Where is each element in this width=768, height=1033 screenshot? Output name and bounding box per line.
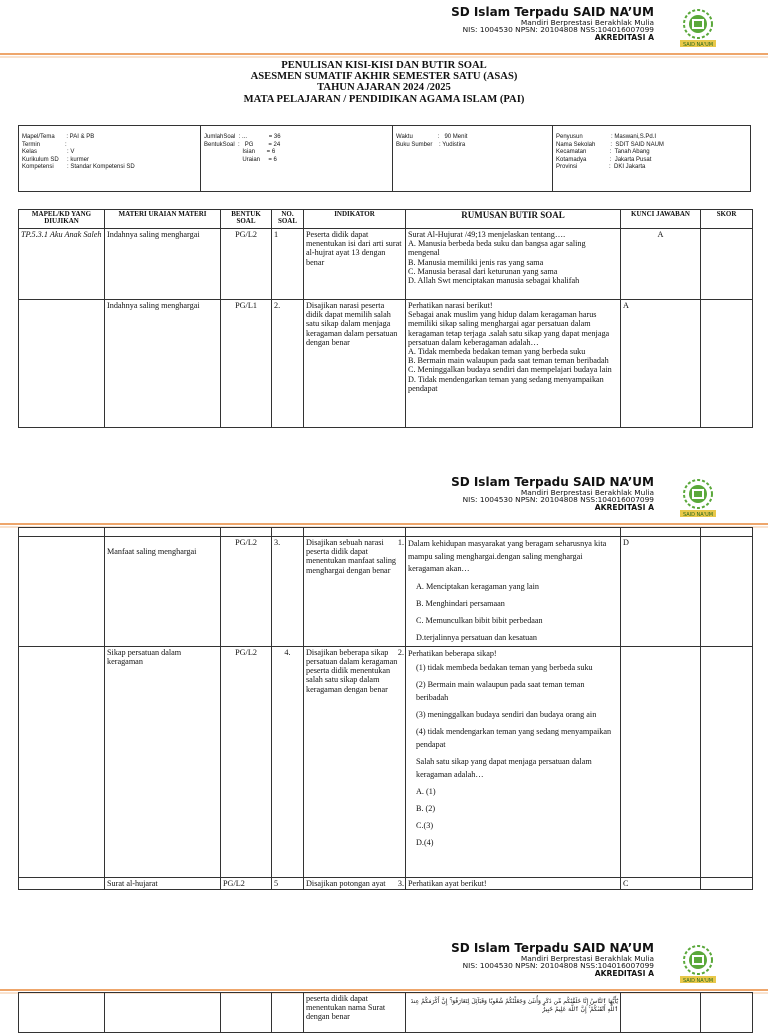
kisi-table-page2 bbox=[18, 527, 753, 890]
no-cell: 2. bbox=[272, 300, 304, 428]
info-subject: Mapel/Tema : PAI & PB Termin : Kelas : V Kurikulum SD : kurmer Kompetensi : Standar Kompetensi SD bbox=[19, 126, 201, 191]
table-row bbox=[19, 993, 753, 1033]
school-accreditation: AKREDITASI A bbox=[594, 33, 654, 43]
mapel-cell bbox=[19, 877, 105, 889]
school-motto: Mandiri Berprestasi Berakhlak Mulia bbox=[520, 487, 654, 497]
school-block bbox=[451, 6, 654, 42]
no-cell bbox=[272, 993, 304, 1033]
school-name: SD Islam Terpadu SAID NA’UM bbox=[451, 475, 654, 489]
mapel-cell bbox=[19, 646, 105, 877]
inner-no: 2. bbox=[397, 647, 404, 657]
header-skor: SKOR bbox=[701, 210, 753, 229]
no-cell: 4. bbox=[272, 646, 304, 877]
skor-cell bbox=[701, 993, 753, 1033]
materi-cell: Manfaat saling menghargai bbox=[105, 537, 221, 647]
school-logo bbox=[666, 474, 730, 518]
header-mapel: MAPEL/KD YANG DIUJIKAN bbox=[19, 210, 105, 229]
header-no: NO. SOAL bbox=[272, 210, 304, 229]
soal-cell: Perhatikan narasi berikut! Sebagai anak muslim yang hidup dalam keragaman harus memiliki sikap saling menghargai agar persatuan dalam keragaman tetap terjaga .salah satu sikap yang dapat menjaga persatuan dalam keberagaman adalah… A. Tidak membeda bedakan teman yang berbeda suku B. Bermain main walaupun pada saat teman teman beribadah C. Meninggalkan budaya sendiri dan mempelajari budaya lain D. Tidak mendengarkan teman yang sedang menyampaikan pendapat bbox=[406, 300, 621, 428]
school-ids: NIS: 1004530 NPSN: 20104808 NSS:104016007099 bbox=[462, 25, 654, 35]
materi-cell bbox=[105, 993, 221, 1033]
kunci-cell bbox=[621, 646, 701, 877]
indikator-cell: Disajikan potongan ayat 3. bbox=[304, 877, 406, 889]
no-cell: 5 bbox=[272, 877, 304, 889]
school-name: SD Islam Terpadu SAID NA’UM bbox=[451, 941, 654, 955]
header-indikator: INDIKATOR bbox=[304, 210, 406, 229]
header-divider bbox=[0, 52, 768, 60]
document-title: PENULISAN KISI-KISI DAN BUTIR SOAL ASESMEN SUMATIF AKHIR SEMESTER SATU (ASAS) TAHUN AJARAN 2024 /2025 MATA PELAJARAN / PENDIDIKAN AGAMA ISLAM (PAI) bbox=[243, 60, 525, 105]
page-header-2 bbox=[0, 470, 768, 530]
header-materi: MATERI URAIAN MATERI bbox=[105, 210, 221, 229]
bentuk-cell: PG/L1 bbox=[221, 300, 272, 428]
bentuk-cell: PG/L2 bbox=[221, 877, 272, 889]
table-row bbox=[19, 300, 753, 428]
soal-cell bbox=[406, 993, 621, 1033]
page-header-1 bbox=[0, 0, 768, 60]
table-row bbox=[19, 877, 753, 889]
materi-cell: Indahnya saling menghargai bbox=[105, 300, 221, 428]
inner-no: 1. bbox=[397, 538, 404, 547]
kisi-table-page1 bbox=[18, 209, 753, 428]
mapel-cell bbox=[19, 993, 105, 1033]
info-box bbox=[18, 125, 751, 192]
indikator-cell: peserta didik dapat menentukan nama Surat dengan benar bbox=[304, 993, 406, 1033]
school-name: SD Islam Terpadu SAID NA’UM bbox=[451, 5, 654, 19]
no-cell: 1 bbox=[272, 229, 304, 300]
table-row bbox=[19, 537, 753, 647]
no-cell: 3. bbox=[272, 537, 304, 647]
table-row bbox=[19, 229, 753, 300]
header-rumusan: RUMUSAN BUTIR SOAL bbox=[406, 210, 621, 229]
table-row bbox=[19, 528, 753, 537]
kunci-cell: A bbox=[621, 229, 701, 300]
table-row bbox=[19, 646, 753, 877]
soal-cell: Perhatikan ayat berikut! bbox=[406, 877, 621, 889]
school-logo bbox=[666, 940, 730, 984]
mapel-cell bbox=[19, 537, 105, 647]
school-accreditation: AKREDITASI A bbox=[594, 503, 654, 513]
kunci-cell bbox=[621, 993, 701, 1033]
skor-cell bbox=[701, 877, 753, 889]
info-time-book: Waktu : 90 Menit Buku Sumber : Yudistira bbox=[393, 126, 553, 191]
materi-cell: Indahnya saling menghargai bbox=[105, 229, 221, 300]
skor-cell bbox=[701, 300, 753, 428]
skor-cell bbox=[701, 537, 753, 647]
info-question-count: JumlahSoal : ... = 36 BentukSoal : PG = 24 Isian = 6 Uraian = 6 bbox=[201, 126, 393, 191]
arabic-verse: يَٰٓأَيُّهَا ٱلنَّاسُ إِنَّا خَلَقْنَٰكُم مِّن ذَكَرٍ وَأُنثَىٰ وَجَعَلْنَٰكُمْ شُعُوبًا وَقَبَآئِلَ لِتَعَارَفُوٓا۟ ۚ إِنَّ أَكْرَمَكُمْ عِندَ ٱللَّهِ أَتْقَىٰكُمْ ۚ إِنَّ ٱللَّهَ عَلِيمٌ خَبِيرٌ bbox=[410, 998, 618, 1013]
header-kunci: KUNCI JAWABAN bbox=[621, 210, 701, 229]
bentuk-cell: PG/L2 bbox=[221, 537, 272, 647]
school-block bbox=[451, 942, 654, 978]
kisi-table-page3 bbox=[18, 992, 753, 1033]
mapel-cell bbox=[19, 300, 105, 428]
svg-text:SAID NA'UM: SAID NA'UM bbox=[682, 512, 714, 518]
info-author: Penyusun : Maswani,S.Pd.I Nama Sekolah : SDIT SAID NAUM Kecamatan : Tanah Abang Kotamadya : Jakarta Pusat Provinsi : DKI Jakarta bbox=[556, 134, 664, 170]
svg-text:SAID NA'UM: SAID NA'UM bbox=[682, 42, 714, 48]
soal-cell: Surat Al-Hujurat /49;13 menjelaskan tentang…. A. Manusia berbeda beda suku dan bangsa agar saling mengenal B. Manusia memiliki jenis ras yang sama C. Manusia berasal dari keturunan yang sama D. Allah Swt menciptakan manusia sebagai khalifah bbox=[406, 229, 621, 300]
indikator-cell: Disajikan sebuah narasi peserta didik dapat menentukan manfaat saling menghargai dengan benar 1. bbox=[304, 537, 406, 647]
school-motto: Mandiri Berprestasi Berakhlak Mulia bbox=[520, 17, 654, 27]
bentuk-cell bbox=[221, 993, 272, 1033]
school-ids: NIS: 1004530 NPSN: 20104808 NSS:104016007099 bbox=[462, 961, 654, 971]
soal-cell: Perhatikan beberapa sikap! (1) tidak membeda bedakan teman yang berbeda suku (2) Bermain main walaupun pada saat teman teman beribadah (3) meninggalkan budaya sendiri dan budaya orang ain (4) tidak mendengarkan teman yang sedang menyampaikan pendapat Salah satu sikap yang dapat menjaga persatuan dalam keragaman adalah… A. (1) B. (2) C.(3) D.(4) bbox=[406, 646, 621, 877]
school-ids: NIS: 1004530 NPSN: 20104808 NSS:104016007099 bbox=[462, 495, 654, 505]
bentuk-cell: PG/L2 bbox=[221, 229, 272, 300]
skor-cell bbox=[701, 229, 753, 300]
bentuk-cell: PG/L2 bbox=[221, 646, 272, 877]
kunci-cell: C bbox=[621, 877, 701, 889]
indikator-cell: Disajikan beberapa sikap persatuan dalam keragaman peserta didik menentukan salah satu sikap dalam keragaman dengan benar 2. bbox=[304, 646, 406, 877]
school-logo bbox=[666, 4, 730, 48]
school-block bbox=[451, 476, 654, 512]
school-motto: Mandiri Berprestasi Berakhlak Mulia bbox=[520, 953, 654, 963]
indikator-cell: Peserta didik dapat menentukan isi dari arti surat al-hujrat ayat 13 dengan benar bbox=[304, 229, 406, 300]
inner-no: 3. bbox=[397, 878, 404, 888]
svg-text:SAID NA'UM: SAID NA'UM bbox=[682, 978, 714, 984]
indikator-cell: Disajikan narasi peserta didik dapat memilih salah satu sikap dalam menjaga keragaman dalam persatuan dengan benar bbox=[304, 300, 406, 428]
materi-cell: Surat al-hujarat bbox=[105, 877, 221, 889]
skor-cell bbox=[701, 646, 753, 877]
school-accreditation: AKREDITASI A bbox=[594, 969, 654, 979]
kunci-cell: D bbox=[621, 537, 701, 647]
kunci-cell: A bbox=[621, 300, 701, 428]
header-bentuk: BENTUK SOAL bbox=[221, 210, 272, 229]
page-header-3 bbox=[0, 936, 768, 996]
materi-cell: Sikap persatuan dalam keragaman bbox=[105, 646, 221, 877]
mapel-cell: TP.5.3.1 Aku Anak Saleh bbox=[19, 229, 105, 300]
soal-cell: Dalam kehidupan masyarakat yang beragam seharusnya kita mampu saling menghargai.dengan saling menghargai keragaman akan… A. Menciptakan keragaman yang lain B. Menghindari persamaan C. Memunculkan bibit bibit perbedaan D.terjalinnya persatuan dan kesatuan bbox=[406, 537, 621, 647]
